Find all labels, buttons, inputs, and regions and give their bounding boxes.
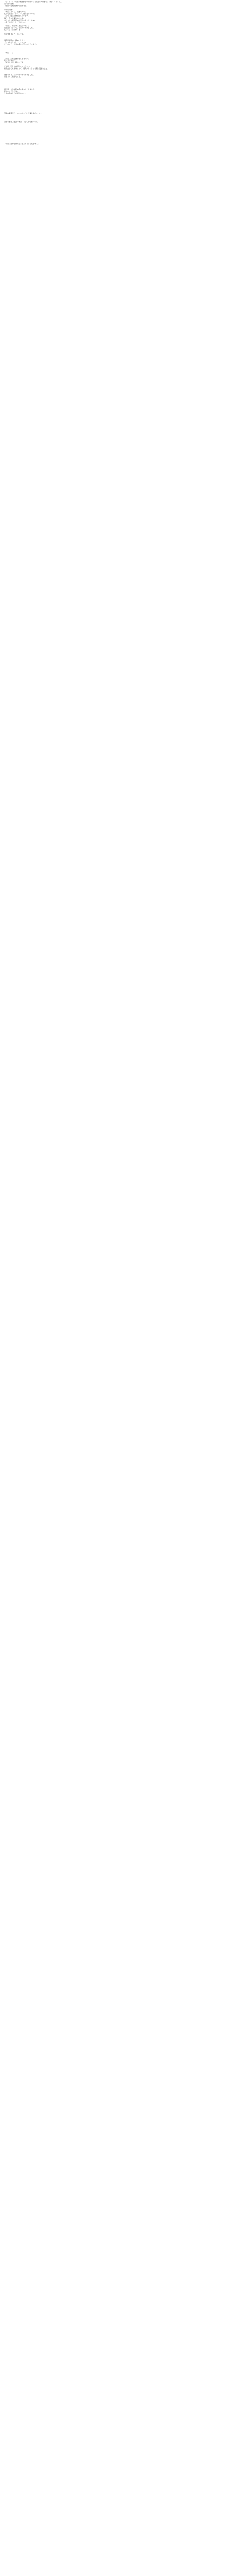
text-line: 「今日は、何をする予定ですか？」 xyxy=(4,25,30,27)
text-line: 先生の手はとても温かかった。 xyxy=(4,92,27,94)
text-line: 毎日、色々な事があります。 xyxy=(4,16,25,19)
text-line: 食事のあと、二人で夜の街を歩きました。 xyxy=(4,74,35,76)
text-line: 私は少し驚いて、 xyxy=(4,59,17,62)
text-line: 事務所を開いた時のことです。 xyxy=(4,39,27,42)
text-line: 書類の整理、魔法の練習、そしてお客様の対応。 xyxy=(4,120,40,123)
text-line: 先生はそう言って、私に笑いかけました。 xyxy=(4,27,35,29)
text-line: 私の心はドキドキ。 xyxy=(4,90,19,92)
text-line: 第一部・前編 xyxy=(4,2,14,5)
text-line: 「リーシャフルの新人魔術師が事務所でこの先生を大好きで」 作者：ハイネウム xyxy=(4,1,62,3)
text-line: 「今夜、一緒に食事をしませんか」 xyxy=(4,57,30,60)
text-line: 「いつもありがとう、リーシャ」 xyxy=(4,41,28,43)
text-line: 帰り道、先生は私の手を握ってくれました。 xyxy=(4,88,36,90)
text-line: 「今日は何か特別なことがありそうな気がする」 xyxy=(4,143,40,145)
text-line: 料理はとても美味しくて、時間があっという間に過ぎました。 xyxy=(4,67,49,70)
text-line: 翌朝の事務所で、いつものように仕事を始めました。 xyxy=(4,112,43,114)
text-line: 私の名前はリーシャ。十三歳の女の子です。 xyxy=(4,12,36,15)
text-line: そう言って、先生は優しく笑いかけてくれた。 xyxy=(4,43,38,45)
text-line: 「先生はとても、素敵な人ね」 xyxy=(4,10,27,13)
text-section xyxy=(4,1,243,145)
text-line: 「本当ですか？嬉しいです」 xyxy=(4,61,25,64)
text-line: 星がとても綺麗でした。 xyxy=(4,76,22,78)
text-line: 窓の外を見ると、いい天気。 xyxy=(4,33,25,36)
text-line: 「先生……」 xyxy=(4,51,14,54)
text-line: ひとりで大事務所のお手伝いをしているの。 xyxy=(4,19,36,21)
document-body xyxy=(4,1,243,145)
text-line: 私はちょっと照れくさく、 xyxy=(4,29,24,31)
text-line: 事務所で働く、 xyxy=(4,8,15,11)
text-line: その夜、私たちは街のレストランへ。 xyxy=(4,65,31,68)
text-line: （翻訳）仮題新世界の冒険者達 xyxy=(4,4,27,7)
text-line: ここで、魔法の勉強をしています。 xyxy=(4,14,30,17)
text-line: 大変ですけど、とても楽しい。 xyxy=(4,21,27,23)
